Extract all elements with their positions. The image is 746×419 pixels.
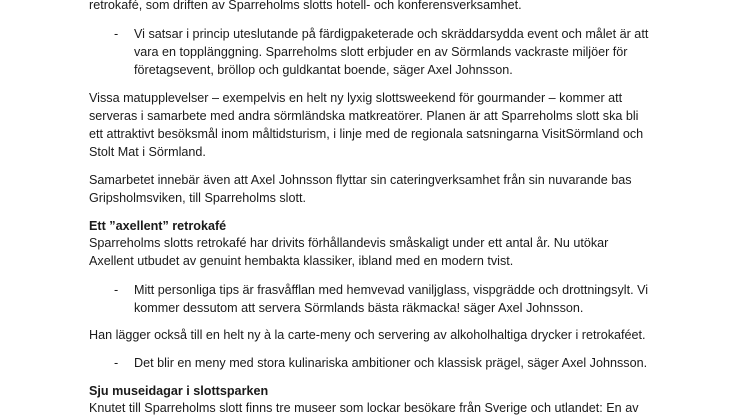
para-samarbetet-line-1: Samarbetet innebär även att Axel Johnsson flyttar sin cateringverksamhet från sin nuvarande bas bbox=[89, 173, 632, 187]
bullet-dash-1: - bbox=[114, 27, 119, 41]
para-alacarte: Han lägger också till en helt ny à la carte-meny och servering av alkoholhaltiga drycker i retrokaféet. bbox=[89, 328, 646, 342]
para-matupplevelser-line-3: ett attraktivt besöksmål inom måltidsturism, i linje med de regionala satsningarna VisitSörmland och bbox=[89, 127, 644, 141]
bullet-dash-3: - bbox=[114, 356, 119, 370]
para-samarbetet-line-2: Gripsholmsviken, till Sparreholms slott. bbox=[89, 191, 306, 205]
para-matupplevelser-line-4: Stolt Mat i Sörmland. bbox=[89, 145, 206, 159]
para-matupplevelser-line-2: serveras i samarbete med andra sörmländska matkreatörer. Planen är att Sparreholms slott ska bli bbox=[89, 109, 639, 123]
para-museer-line-1: Knutet till Sparreholms slott finns tre museer som lockar besökare från Sverige och utlandet: En av bbox=[89, 401, 639, 415]
bullet1-line-3: företagsevent, bröllop och guldkantat boende, säger Axel Johnsson. bbox=[134, 63, 513, 77]
bullet1-line-1: Vi satsar i princip uteslutande på färdigpaketerade och skräddarsydda event och målet är att bbox=[134, 27, 649, 41]
para-matupplevelser-line-1: Vissa matupplevelser – exempelvis en helt ny lyxig slottsweekend för gourmander – kommer att bbox=[89, 91, 623, 105]
para-retrokafe-line-2: Axellent utbudet av genuint hembakta klassiker, ibland med en modern tvist. bbox=[89, 254, 514, 268]
intro-tail-text: retrokafé, som driften av Sparreholms slotts hotell- och konferensverksamhet. bbox=[89, 0, 522, 12]
bullet1-line-2: vara en topplänggning. Sparreholms slott erbjuder en av Sörmlands vackraste miljöer för bbox=[134, 45, 628, 59]
bullet2-line-1: Mitt personliga tips är frasvåfflan med hemvevad vaniljglass, vispgrädde och drottningsylt. Vi bbox=[134, 283, 649, 297]
heading-museidagar: Sju museidagar i slottsparken bbox=[89, 384, 269, 398]
para-retrokafe-line-1: Sparreholms slotts retrokafé har drivits förhållandevis småskaligt under ett antal år. Nu utökar bbox=[89, 236, 609, 250]
heading-retrokafe: Ett ”axellent” retrokafé bbox=[89, 219, 227, 233]
bullet-dash-2: - bbox=[114, 283, 119, 297]
bullet3-line-1: Det blir en meny med stora kulinariska ambitioner och klassisk prägel, säger Axel Johnsson. bbox=[134, 356, 648, 370]
bullet2-line-2: kommer dessutom att servera Sörmlands bästa räkmacka! säger Axel Johnsson. bbox=[134, 301, 584, 315]
